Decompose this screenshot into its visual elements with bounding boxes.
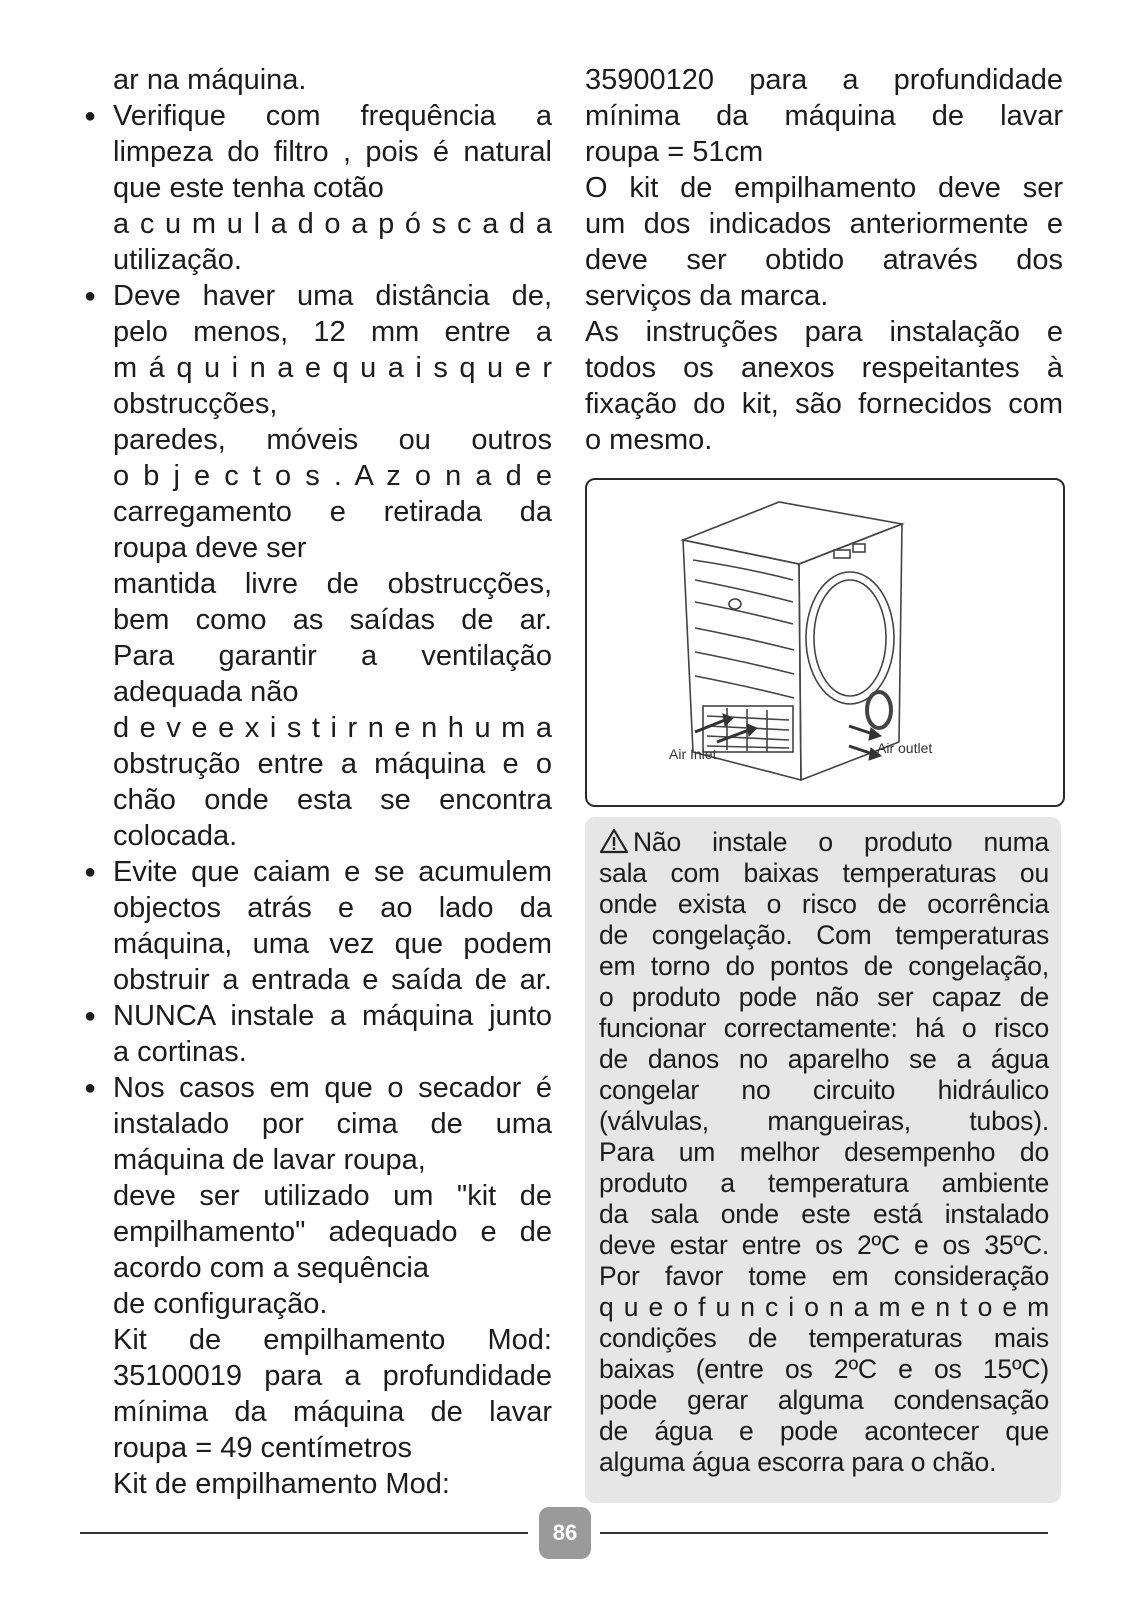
text-line-row	[585, 314, 1063, 350]
warning-line	[599, 827, 1049, 858]
text-line: de configuração.	[113, 1288, 328, 1320]
text-line-row	[80, 602, 552, 638]
text-line: 35900120 para a profundidade	[585, 64, 1063, 96]
text-line-row	[80, 926, 552, 962]
text-line: um dos indicados anteriormente e	[585, 208, 1063, 240]
text-line: a c u m u l a d o a p ó s c a d a	[113, 208, 552, 240]
warning-line-text: de água e pode acontecer que	[599, 1416, 1049, 1446]
warning-line-text: Para um melhor desempenho do	[599, 1137, 1049, 1167]
text-line-row	[80, 1214, 552, 1250]
text-line: utilização.	[113, 244, 242, 276]
text-line-row	[80, 458, 552, 494]
warning-box	[585, 817, 1061, 1503]
text-line-row	[80, 350, 552, 386]
text-line: Nos casos em que o secador é	[113, 1072, 552, 1104]
text-line: obstruir a entrada e saída de ar.	[113, 964, 552, 996]
text-line-row	[80, 98, 552, 134]
warning-line	[599, 1292, 1049, 1323]
bullet-icon: ●	[84, 285, 97, 307]
warning-line	[599, 982, 1049, 1013]
text-line: acordo com a sequência	[113, 1252, 429, 1284]
text-line: limpeza do filtro , pois é natural	[113, 136, 552, 168]
text-line: deve ser obtido através dos	[585, 244, 1063, 276]
warning-line-text: da sala onde este está instalado	[599, 1199, 1049, 1229]
dryer-drawing	[587, 480, 1063, 805]
text-line: pelo menos, 12 mm entre a	[113, 316, 552, 348]
text-line: m á q u i n a e q u a i s q u e r	[113, 352, 552, 384]
text-line: roupa deve ser	[113, 532, 307, 564]
right-column	[585, 62, 1063, 458]
text-line-row	[585, 386, 1063, 422]
text-line-row	[585, 134, 1063, 170]
text-line: paredes, móveis ou outros	[113, 424, 552, 456]
warning-line	[599, 920, 1049, 951]
text-line-row	[80, 1358, 552, 1394]
text-line: d e v e e x i s t i r n e n h u m a	[113, 712, 552, 744]
text-line: mínima da máquina de lavar	[113, 1396, 552, 1428]
warning-line	[599, 1199, 1049, 1230]
text-line: todos os anexos respeitantes à	[585, 352, 1063, 384]
air-outlet-label: Air outlet	[877, 740, 933, 756]
text-line-row	[80, 1466, 552, 1502]
footer-rule-right	[600, 1532, 1048, 1534]
text-line: ar na máquina.	[113, 64, 307, 96]
text-line-row	[585, 98, 1063, 134]
text-line-row	[80, 314, 552, 350]
warning-line	[599, 1323, 1049, 1354]
text-line-row	[80, 530, 552, 566]
bullet-icon: ●	[84, 105, 97, 127]
text-line-row	[585, 422, 1063, 458]
text-line-row	[585, 170, 1063, 206]
text-line-row	[585, 278, 1063, 314]
warning-line	[599, 1416, 1049, 1447]
dryer-illustration	[585, 478, 1065, 807]
warning-line-text: em torno do pontos de congelação,	[599, 951, 1049, 981]
text-line-row	[80, 854, 552, 890]
bullet-icon: ●	[84, 861, 97, 883]
text-line-row	[80, 1430, 552, 1466]
text-line: Deve haver uma distância de,	[113, 280, 552, 312]
air-inlet-label: Air Inlet	[669, 746, 717, 762]
text-line: Kit de empilhamento Mod:	[113, 1468, 450, 1500]
warning-line	[599, 1168, 1049, 1199]
text-line-row	[80, 170, 552, 206]
text-line: objectos atrás e ao lado da	[113, 892, 552, 924]
warning-line-text: de congelação. Com temperaturas	[599, 920, 1049, 950]
text-line-row	[80, 494, 552, 530]
text-line-row	[80, 206, 552, 242]
text-line-row	[80, 1250, 552, 1286]
text-line-row	[585, 242, 1063, 278]
warning-line-text: congelar no circuito hidráulico	[599, 1075, 1049, 1105]
text-line-row	[585, 350, 1063, 386]
text-line: serviços da marca.	[585, 280, 829, 312]
text-line-row	[80, 962, 552, 998]
text-line: adequada não	[113, 676, 299, 708]
text-line: Para garantir a ventilação	[113, 640, 552, 672]
text-line-row	[80, 890, 552, 926]
warning-line	[599, 889, 1049, 920]
text-line-row	[80, 1394, 552, 1430]
warning-line	[599, 858, 1049, 889]
text-line: mantida livre de obstrucções,	[113, 568, 552, 600]
text-line: Verifique com frequência a	[113, 100, 552, 132]
warning-line-text: baixas (entre os 2ºC e os 15ºC)	[599, 1354, 1049, 1384]
text-line: roupa = 51cm	[585, 136, 764, 168]
bullet-icon: ●	[84, 1005, 97, 1027]
text-line-row	[80, 782, 552, 818]
page-number: 86	[539, 1507, 591, 1559]
warning-line-text: deve estar entre os 2ºC e os 35ºC.	[599, 1230, 1049, 1260]
text-line: deve ser utilizado um "kit de	[113, 1180, 552, 1212]
text-line-row	[80, 710, 552, 746]
text-line-row	[80, 1034, 552, 1070]
text-line: Kit de empilhamento Mod:	[113, 1324, 552, 1356]
text-line: roupa = 49 centímetros	[113, 1432, 413, 1464]
warning-line	[599, 1385, 1049, 1416]
text-line: empilhamento" adequado e de	[113, 1216, 552, 1248]
text-line-row	[80, 674, 552, 710]
text-line-row	[80, 746, 552, 782]
warning-line	[599, 951, 1049, 982]
warning-line	[599, 1230, 1049, 1261]
warning-line	[599, 1044, 1049, 1075]
text-line-row	[80, 1070, 552, 1106]
warning-triangle-icon	[599, 828, 629, 854]
text-line-row	[80, 1106, 552, 1142]
text-line-row	[80, 638, 552, 674]
warning-line	[599, 1447, 1049, 1478]
text-line: fixação do kit, são fornecidos com	[585, 388, 1063, 420]
warning-line-text: funcionar correctamente: há o risco	[599, 1013, 1049, 1043]
text-line: o mesmo.	[585, 424, 713, 456]
warning-line-text: condições de temperaturas mais	[599, 1323, 1049, 1353]
warning-line	[599, 1106, 1049, 1137]
text-line-row	[80, 566, 552, 602]
text-line: que este tenha cotão	[113, 172, 384, 204]
text-line-row	[80, 386, 552, 422]
text-line: O kit de empilhamento deve ser	[585, 172, 1063, 204]
text-line: chão onde esta se encontra	[113, 784, 552, 816]
text-line: obstrucções,	[113, 388, 278, 420]
left-column	[80, 62, 552, 1502]
warning-line	[599, 1013, 1049, 1044]
bullet-icon: ●	[84, 1077, 97, 1099]
warning-line-text: Por favor tome em consideração	[599, 1261, 1049, 1291]
text-line-row	[80, 998, 552, 1034]
footer-rule-left	[80, 1532, 528, 1534]
warning-line-text: Não instale o produto numa	[633, 827, 1049, 857]
text-line-row	[585, 62, 1063, 98]
warning-line	[599, 1137, 1049, 1168]
text-line-row	[80, 278, 552, 314]
text-line: mínima da máquina de lavar	[585, 100, 1063, 132]
text-line-row	[80, 62, 552, 98]
text-line: o b j e c t o s . A z o n a d e	[113, 460, 552, 492]
text-line: Evite que caiam e se acumulem	[113, 856, 552, 888]
text-line: 35100019 para a profundidade	[113, 1360, 552, 1392]
text-line: instalado por cima de uma	[113, 1108, 552, 1140]
text-line: máquina, uma vez que podem	[113, 928, 552, 960]
warning-line-text: de danos no aparelho se a água	[599, 1044, 1049, 1074]
text-line: obstrução entre a máquina e o	[113, 748, 552, 780]
text-line: colocada.	[113, 820, 238, 852]
warning-line-text: q u e o f u n c i o n a m e n t o e m	[599, 1292, 1049, 1322]
text-line: carregamento e retirada da	[113, 496, 552, 528]
text-line: bem como as saídas de ar.	[113, 604, 552, 636]
warning-line-text: onde exista o risco de ocorrência	[599, 889, 1049, 919]
text-line-row	[80, 1286, 552, 1322]
text-line: máquina de lavar roupa,	[113, 1144, 426, 1176]
warning-line-text: sala com baixas temperaturas ou	[599, 858, 1049, 888]
text-line: NUNCA instale a máquina junto	[113, 1000, 552, 1032]
text-line-row	[80, 134, 552, 170]
warning-line-text: (válvulas, mangueiras, tubos).	[599, 1106, 1049, 1136]
warning-line	[599, 1261, 1049, 1292]
text-line-row	[80, 1142, 552, 1178]
warning-line	[599, 1075, 1049, 1106]
text-line: a cortinas.	[113, 1036, 247, 1068]
warning-line-text: pode gerar alguma condensação	[599, 1385, 1049, 1415]
text-line-row	[80, 818, 552, 854]
text-line-row	[80, 242, 552, 278]
warning-line-text: o produto pode não ser capaz de	[599, 982, 1049, 1012]
text-line-row	[80, 1322, 552, 1358]
text-line: As instruções para instalação e	[585, 316, 1063, 348]
warning-line	[599, 1354, 1049, 1385]
text-line-row	[80, 422, 552, 458]
warning-text	[599, 827, 1049, 1478]
warning-line-text: produto a temperatura ambiente	[599, 1168, 1049, 1198]
warning-line-text: alguma água escorra para o chão.	[599, 1447, 997, 1477]
text-line-row	[585, 206, 1063, 242]
text-line-row	[80, 1178, 552, 1214]
